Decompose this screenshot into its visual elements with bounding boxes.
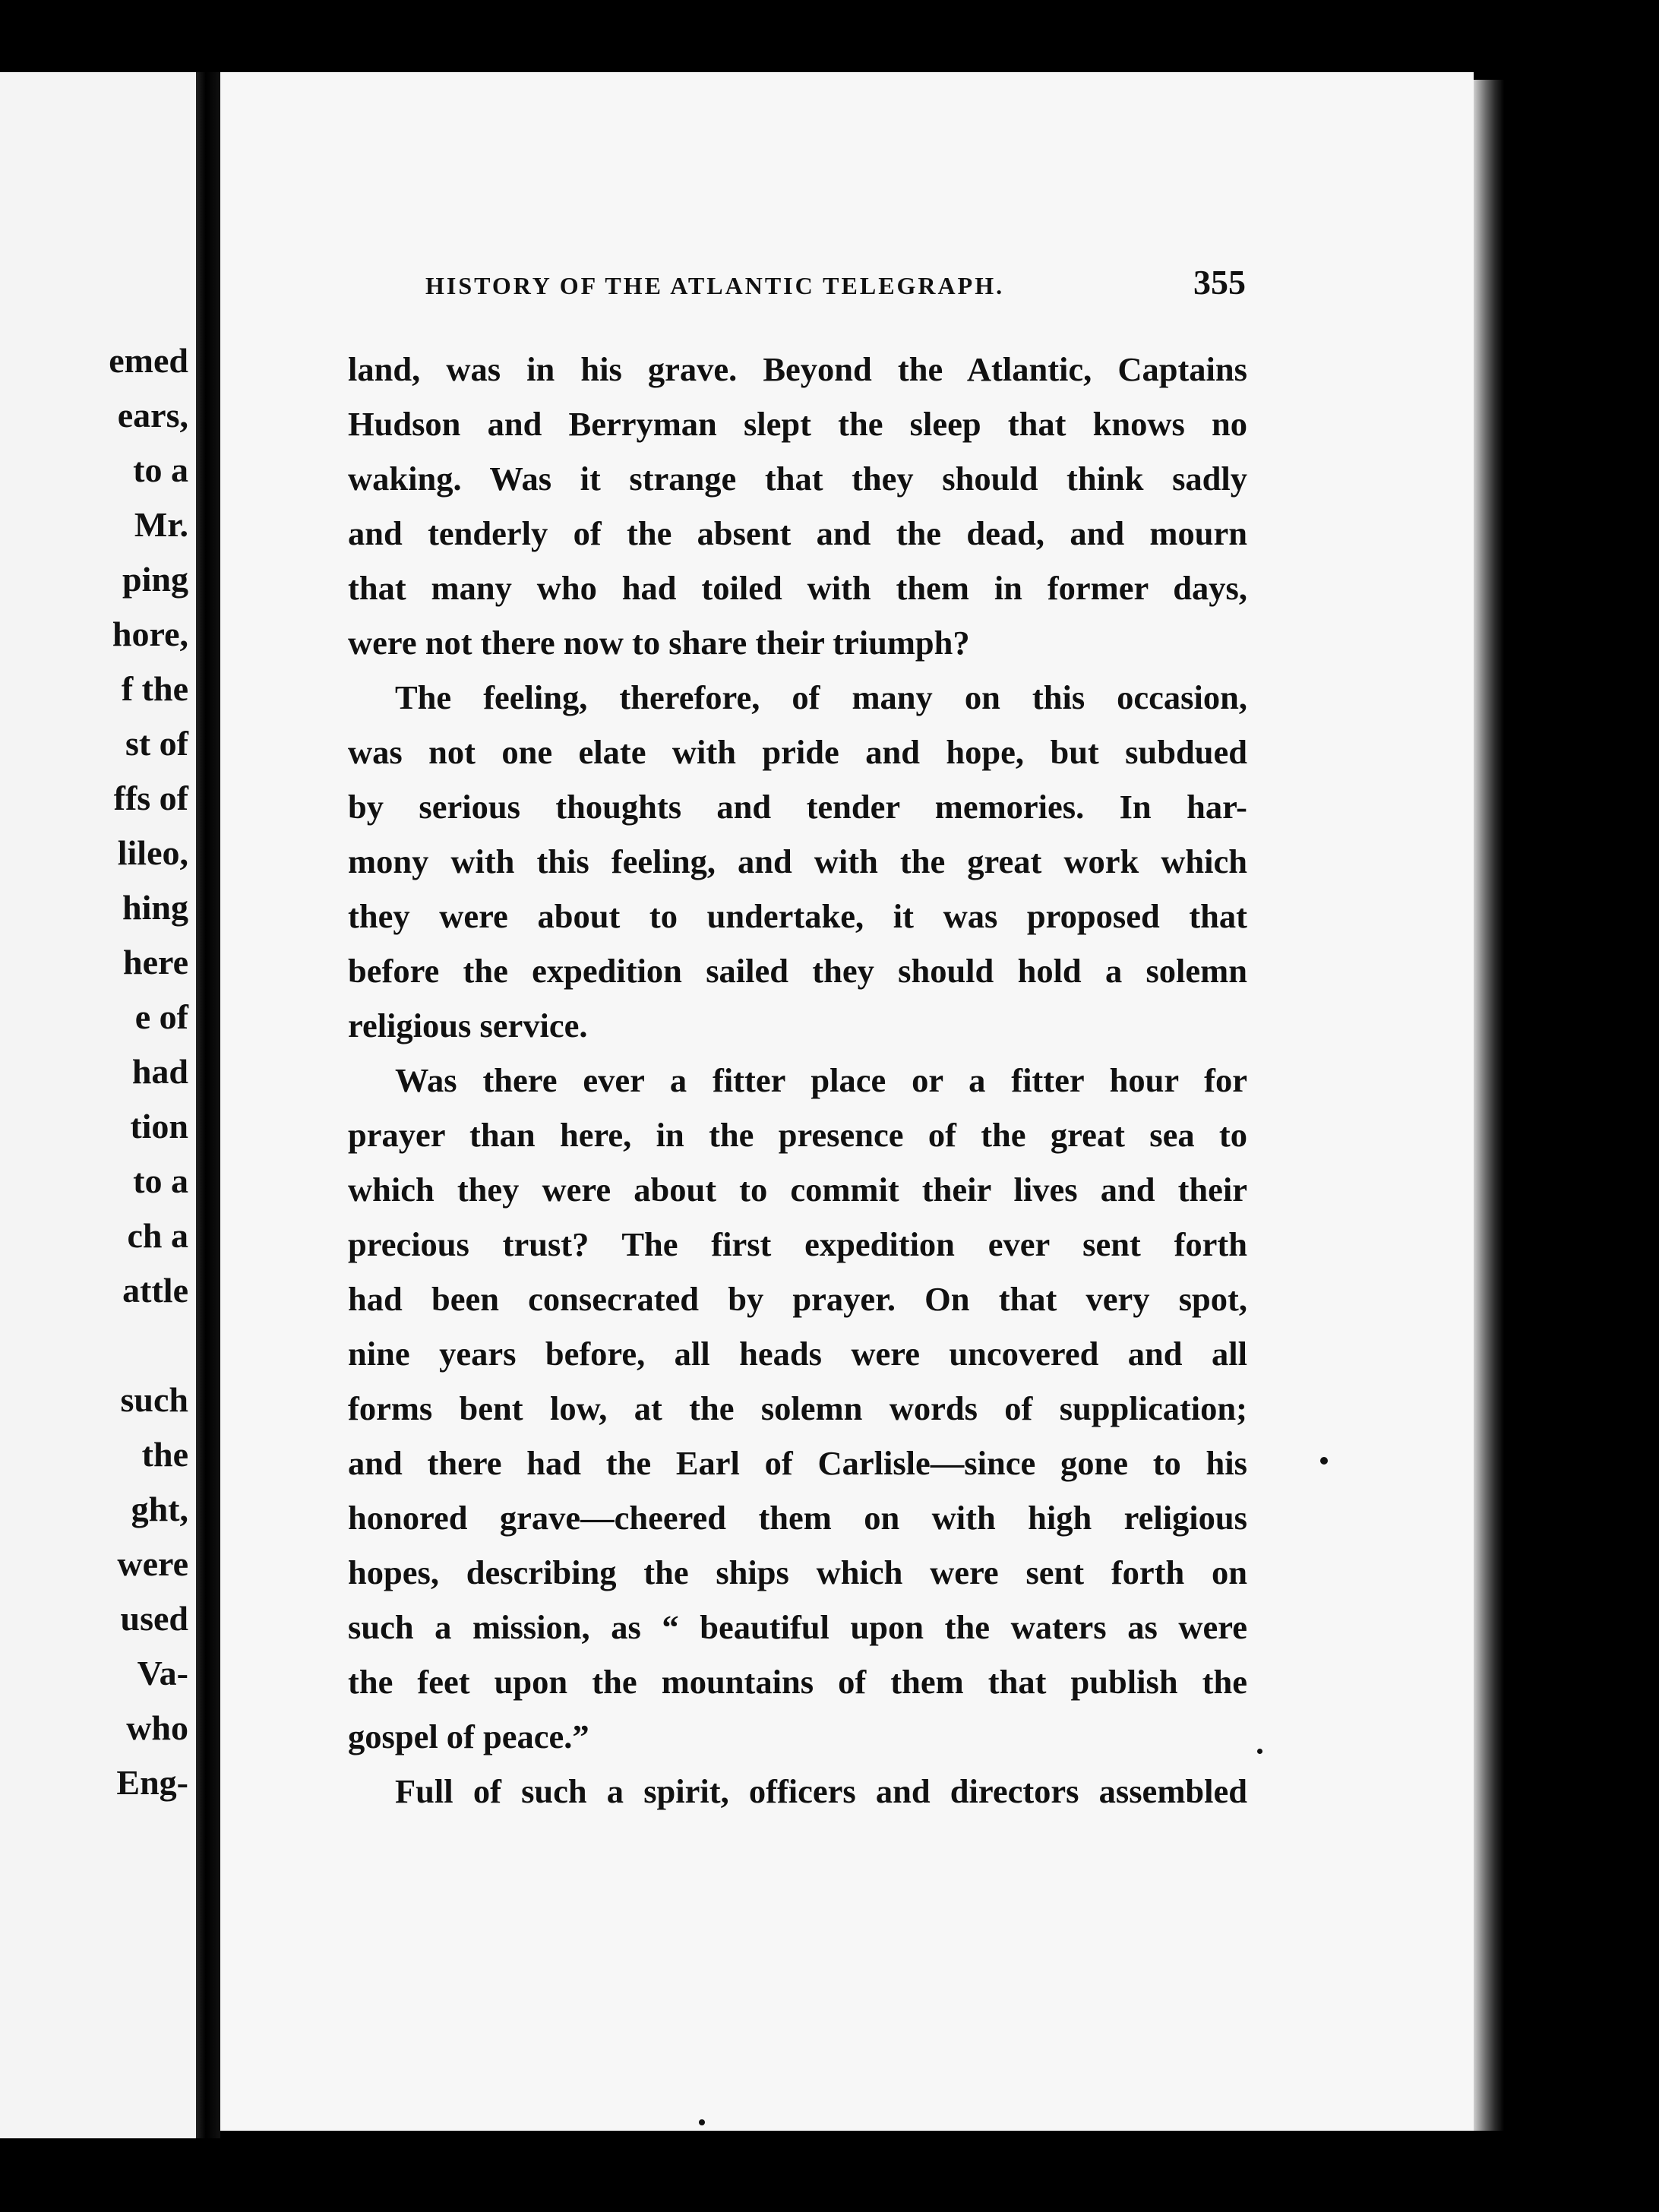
text-line: prayer than here, in the presence of the great sea to [348,1116,1247,1154]
text-line: before the expedition sailed they should hold a solemn [348,952,1247,990]
text-line: and there had the Earl of Carlisle—since gone to his [348,1444,1247,1482]
left-fragment-line: lileo, [117,833,188,872]
left-fragment-line: used [120,1599,188,1638]
left-fragment-line: Mr. [134,505,188,544]
left-fragment-line: were [117,1544,188,1583]
film-right-border [1504,0,1659,2212]
left-fragment-line: the [141,1435,188,1474]
text-line: Was there ever a fitter place or a fitter hour for [395,1061,1247,1099]
left-fragment-line: Eng- [116,1763,188,1802]
left-fragment-line: to a [133,450,188,489]
scan-speck [1320,1457,1328,1465]
left-fragment-line: e of [134,997,188,1036]
text-line: nine years before, all heads were uncovered and all [348,1335,1247,1373]
left-fragment-line: here [122,943,188,981]
book-gutter [196,72,220,2138]
text-line: was not one elate with pride and hope, but subdued [348,733,1247,771]
text-line: that many who had toiled with them in former days, [348,569,1247,607]
left-fragment-line: ght, [131,1490,188,1528]
left-fragment-line: hing [122,888,188,927]
page-edge-shadow [1474,80,1504,2131]
scan-speck [699,2119,705,2125]
left-fragment-line: ping [122,560,188,599]
text-line: The feeling, therefore, of many on this occasion, [395,678,1247,716]
text-line: forms bent low, at the solemn words of supplication; [348,1389,1247,1427]
text-line: mony with this feeling, and with the great work which [348,842,1247,880]
text-line: waking. Was it strange that they should think sadly [348,460,1247,498]
text-line: precious trust? The first expedition ever sent forth [348,1225,1247,1263]
left-fragment-line: ffs of [113,779,188,817]
left-fragment-line: tion [130,1107,188,1146]
body-text [348,342,1247,1819]
left-fragment-line: attle [122,1271,188,1310]
left-fragment-line: such [120,1380,188,1419]
film-bottom-border [0,2138,1659,2212]
text-line: gospel of peace.” [348,1717,589,1755]
page-number: 355 [1193,263,1246,302]
left-fragment-line: had [131,1052,188,1091]
text-line: and tenderly of the absent and the dead, and mourn [348,514,1247,552]
left-fragment-line: who [126,1708,188,1747]
left-fragment-line: f the [121,669,188,708]
page-header [425,262,1246,308]
previous-page-fragment [0,72,196,2138]
text-line: Hudson and Berryman slept the sleep that knows no [348,405,1247,443]
left-fragment-line: ears, [117,396,188,434]
scan-speck [1257,1749,1262,1754]
text-line: had been consecrated by prayer. On that very spot, [348,1280,1247,1318]
text-line: they were about to undertake, it was proposed that [348,897,1247,935]
running-title: HISTORY OF THE ATLANTIC TELEGRAPH. [425,272,1005,299]
text-line: hopes, describing the ships which were sent forth on [348,1553,1247,1591]
text-line: by serious thoughts and tender memories. In har- [348,788,1247,826]
text-line: honored grave—cheered them on with high religious [348,1499,1247,1537]
film-top-border [0,0,1659,76]
left-fragment-line: to a [133,1161,188,1200]
left-fragment-line: st of [125,724,188,763]
text-line: Full of such a spirit, officers and directors assembled [395,1772,1247,1810]
text-line: which they were about to commit their lives and their [348,1171,1247,1209]
left-fragment-line: emed [109,341,188,380]
text-line: such a mission, as “ beautiful upon the waters as were [348,1608,1247,1646]
left-fragment-line: ch a [127,1216,188,1255]
text-line: were not there now to share their triumph? [348,624,970,662]
text-line: the feet upon the mountains of them that publish the [348,1663,1247,1701]
left-fragment-line: hore, [112,615,188,653]
text-line: land, was in his grave. Beyond the Atlantic, Captains [348,350,1247,388]
text-line: religious service. [348,1006,588,1044]
left-fragment-line: Va- [137,1654,188,1692]
